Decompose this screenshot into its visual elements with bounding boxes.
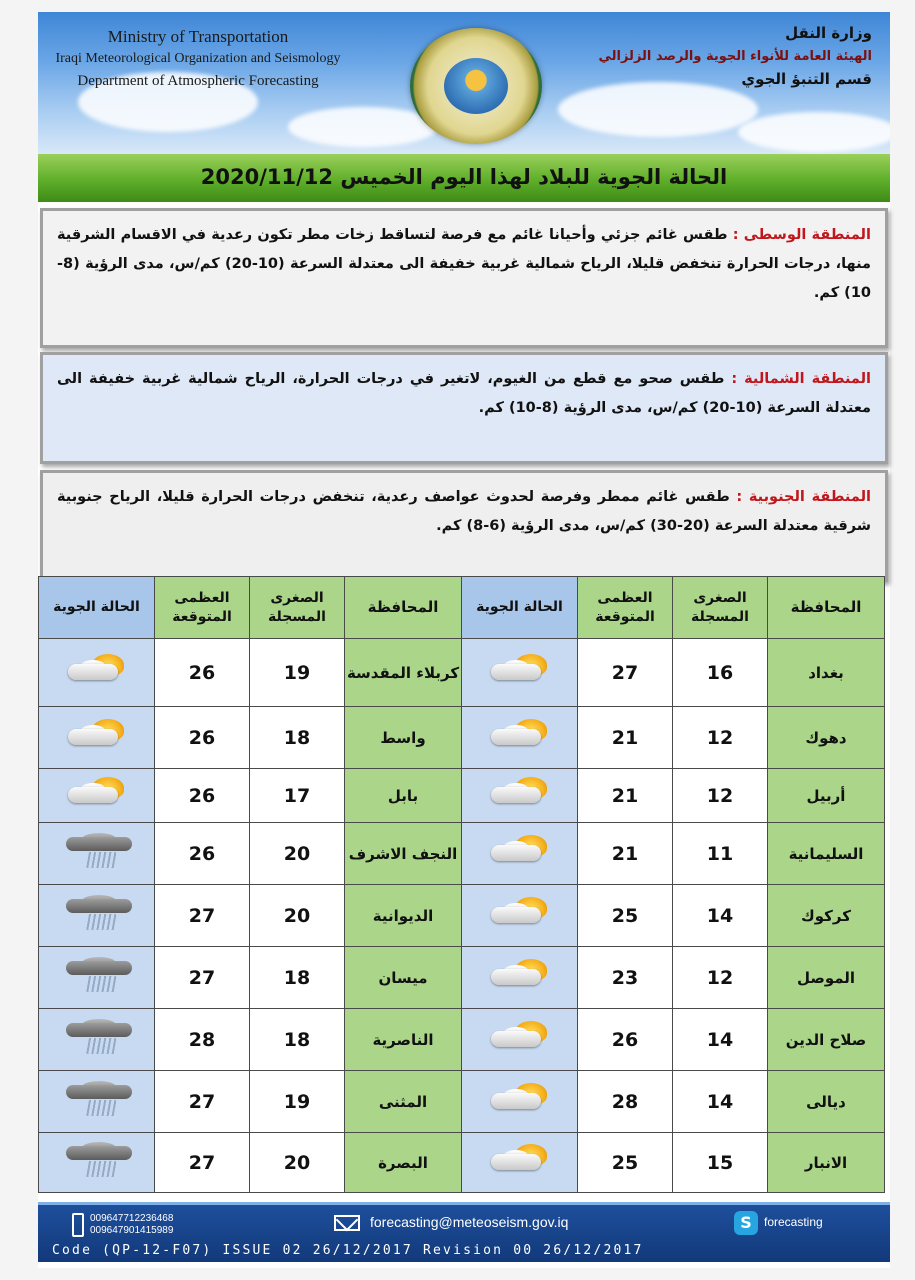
min-temp-cell: 20 [250, 1133, 345, 1193]
department-name-en: Department of Atmospheric Forecasting [77, 73, 319, 89]
governorate-cell: كربلاء المقدسة [345, 639, 462, 707]
decorative-cloud [738, 112, 890, 152]
footer-bar [38, 1202, 890, 1262]
partly-cloudy-icon [485, 1079, 555, 1119]
weather-cell [462, 639, 578, 707]
min-temp-cell: 19 [250, 1071, 345, 1133]
header-banner [38, 12, 890, 154]
min-temp-cell: 14 [673, 1071, 768, 1133]
table-row [39, 639, 885, 707]
weather-cell [39, 823, 155, 885]
max-temp-cell: 27 [578, 639, 673, 707]
max-temp-cell: 28 [155, 1009, 250, 1071]
weather-cell [39, 707, 155, 769]
phone-icon [72, 1213, 84, 1237]
header-arabic [582, 22, 872, 91]
governorate-cell: صلاح الدين [768, 1009, 885, 1071]
min-temp-cell: 14 [673, 885, 768, 947]
max-temp-cell: 26 [155, 823, 250, 885]
header-english [48, 26, 348, 92]
max-temp-cell: 26 [155, 707, 250, 769]
email-icon [334, 1215, 360, 1231]
weather-cell [39, 1071, 155, 1133]
weather-cell [39, 885, 155, 947]
weather-cell [39, 639, 155, 707]
region-north [40, 352, 888, 464]
partly-cloudy-icon [485, 650, 555, 690]
table-row [39, 947, 885, 1009]
partly-cloudy-icon [62, 650, 132, 690]
phone-numbers [90, 1213, 173, 1237]
min-temp-cell: 12 [673, 707, 768, 769]
max-temp-cell: 27 [155, 885, 250, 947]
min-temp-cell: 19 [250, 639, 345, 707]
document-code: Code (QP-12-F07) ISSUE 02 26/12/2017 Revision 00 26/12/2017 [52, 1243, 644, 1258]
min-temp-cell: 15 [673, 1133, 768, 1193]
max-temp-cell: 25 [578, 1133, 673, 1193]
partly-cloudy-icon [485, 955, 555, 995]
rain-icon [62, 831, 132, 871]
header-max-expected: العظمى المتوقعة [155, 577, 250, 639]
governorate-cell: ميسان [345, 947, 462, 1009]
partly-cloudy-icon [485, 715, 555, 755]
max-temp-cell: 25 [578, 885, 673, 947]
bulletin-page [38, 12, 890, 1268]
max-temp-cell: 21 [578, 707, 673, 769]
region-text: طقس غائم ممطر وفرصة لحدوث عواصف رعدية، تنخفض درجات الحرارة قليلا، الرياح جنوبية شرقية معتدلة السرعة (20-30) كم/س، مدى الرؤية (6-8) كم. [57, 489, 871, 534]
organization-name-en: Iraqi Meteorological Organization and Seismology [55, 51, 341, 66]
weather-cell [462, 885, 578, 947]
governorate-cell: الانبار [768, 1133, 885, 1193]
weather-cell [462, 769, 578, 823]
min-temp-cell: 16 [673, 639, 768, 707]
max-temp-cell: 27 [155, 1133, 250, 1193]
table-row [39, 885, 885, 947]
region-name: المنطقة الشمالية : [731, 371, 871, 387]
forecast-table [38, 576, 885, 1193]
region-south [40, 470, 888, 582]
governorate-cell: البصرة [345, 1133, 462, 1193]
organization-name-ar: الهيئة العامة للأنواء الجوية والرصد الزلزالي [598, 49, 872, 64]
page-title: الحالة الجوية للبلاد لهذا اليوم الخميس 2020/11/12 [200, 165, 728, 189]
governorate-cell: كركوك [768, 885, 885, 947]
region-name: المنطقة الجنوبية : [736, 489, 871, 505]
weather-cell [462, 823, 578, 885]
table-row [39, 1133, 885, 1193]
partly-cloudy-icon [62, 773, 132, 813]
governorate-cell: واسط [345, 707, 462, 769]
organization-logo [410, 28, 542, 144]
header-max-expected: العظمى المتوقعة [578, 577, 673, 639]
table-body [39, 639, 885, 1193]
table-row [39, 707, 885, 769]
governorate-cell: الناصرية [345, 1009, 462, 1071]
region-text: طقس غائم جزئي وأحيانا غائم مع فرصة لتساقط زخات مطر تكون رعدية في الاقسام الشرقية منها، درجات الحرارة تنخفض قليلا، الرياح شمالية غربية خفيفة الى معتدلة السرعة (10-20) كم/س، مدى الرؤية (8-10) كم. [57, 227, 872, 301]
min-temp-cell: 18 [250, 947, 345, 1009]
header-weather-state: الحالة الجوية [462, 577, 578, 639]
rain-icon [62, 1140, 132, 1180]
table-row [39, 1009, 885, 1071]
table-row [39, 769, 885, 823]
skype-handle: forecasting [764, 1215, 823, 1229]
min-temp-cell: 12 [673, 769, 768, 823]
skype-icon: S [734, 1211, 758, 1235]
table-row [39, 1071, 885, 1133]
max-temp-cell: 26 [155, 639, 250, 707]
min-temp-cell: 20 [250, 823, 345, 885]
governorate-cell: السليمانية [768, 823, 885, 885]
governorate-cell: أربيل [768, 769, 885, 823]
header-governorate: المحافظة [345, 577, 462, 639]
weather-cell [39, 1009, 155, 1071]
governorate-cell: ديالى [768, 1071, 885, 1133]
ministry-name-en: Ministry of Transportation [107, 27, 289, 46]
rain-icon [62, 1017, 132, 1057]
max-temp-cell: 27 [155, 947, 250, 1009]
weather-cell [39, 769, 155, 823]
partly-cloudy-icon [485, 1140, 555, 1180]
weather-cell [39, 1133, 155, 1193]
partly-cloudy-icon [62, 715, 132, 755]
min-temp-cell: 12 [673, 947, 768, 1009]
rain-icon [62, 1079, 132, 1119]
governorate-cell: النجف الاشرف [345, 823, 462, 885]
header-governorate: المحافظة [768, 577, 885, 639]
region-text: طقس صحو مع قطع من الغيوم، لاتغير في درجات الحرارة، الرياح شمالية غربية خفيفة الى معتدلة السرعة (10-20) كم/س، مدى الرؤية (8-10) كم. [57, 371, 871, 416]
rain-icon [62, 955, 132, 995]
logo-emblem [444, 58, 508, 114]
weather-cell [462, 1071, 578, 1133]
max-temp-cell: 21 [578, 823, 673, 885]
partly-cloudy-icon [485, 773, 555, 813]
rain-icon [62, 893, 132, 933]
department-name-ar: قسم التنبؤ الجوي [741, 70, 872, 88]
weather-cell [462, 707, 578, 769]
region-name: المنطقة الوسطى : [732, 227, 871, 243]
weather-cell [39, 947, 155, 1009]
governorate-cell: الموصل [768, 947, 885, 1009]
ministry-name-ar: وزارة النقل [785, 24, 872, 42]
max-temp-cell: 28 [578, 1071, 673, 1133]
min-temp-cell: 14 [673, 1009, 768, 1071]
governorate-cell: المثنى [345, 1071, 462, 1133]
table-header-row [39, 577, 885, 639]
max-temp-cell: 21 [578, 769, 673, 823]
weather-cell [462, 1133, 578, 1193]
min-temp-cell: 20 [250, 885, 345, 947]
header-min-recorded: الصغرى المسجلة [673, 577, 768, 639]
partly-cloudy-icon [485, 1017, 555, 1057]
weather-cell [462, 1009, 578, 1071]
max-temp-cell: 27 [155, 1071, 250, 1133]
min-temp-cell: 17 [250, 769, 345, 823]
weather-cell [462, 947, 578, 1009]
title-bar [38, 154, 890, 202]
governorate-cell: بغداد [768, 639, 885, 707]
min-temp-cell: 18 [250, 707, 345, 769]
partly-cloudy-icon [485, 831, 555, 871]
max-temp-cell: 26 [155, 769, 250, 823]
email-address[interactable]: forecasting@meteoseism.gov.iq [370, 1214, 569, 1230]
max-temp-cell: 26 [578, 1009, 673, 1071]
min-temp-cell: 11 [673, 823, 768, 885]
decorative-cloud [288, 107, 438, 147]
max-temp-cell: 23 [578, 947, 673, 1009]
governorate-cell: الديوانية [345, 885, 462, 947]
min-temp-cell: 18 [250, 1009, 345, 1071]
header-min-recorded: الصغرى المسجلة [250, 577, 345, 639]
header-weather-state: الحالة الجوية [39, 577, 155, 639]
governorate-cell: دهوك [768, 707, 885, 769]
phone-number: 009647901415989 [90, 1225, 174, 1236]
governorate-cell: بابل [345, 769, 462, 823]
phone-number: 009647712236468 [90, 1213, 174, 1224]
region-central [40, 208, 888, 348]
partly-cloudy-icon [485, 893, 555, 933]
table-row [39, 823, 885, 885]
